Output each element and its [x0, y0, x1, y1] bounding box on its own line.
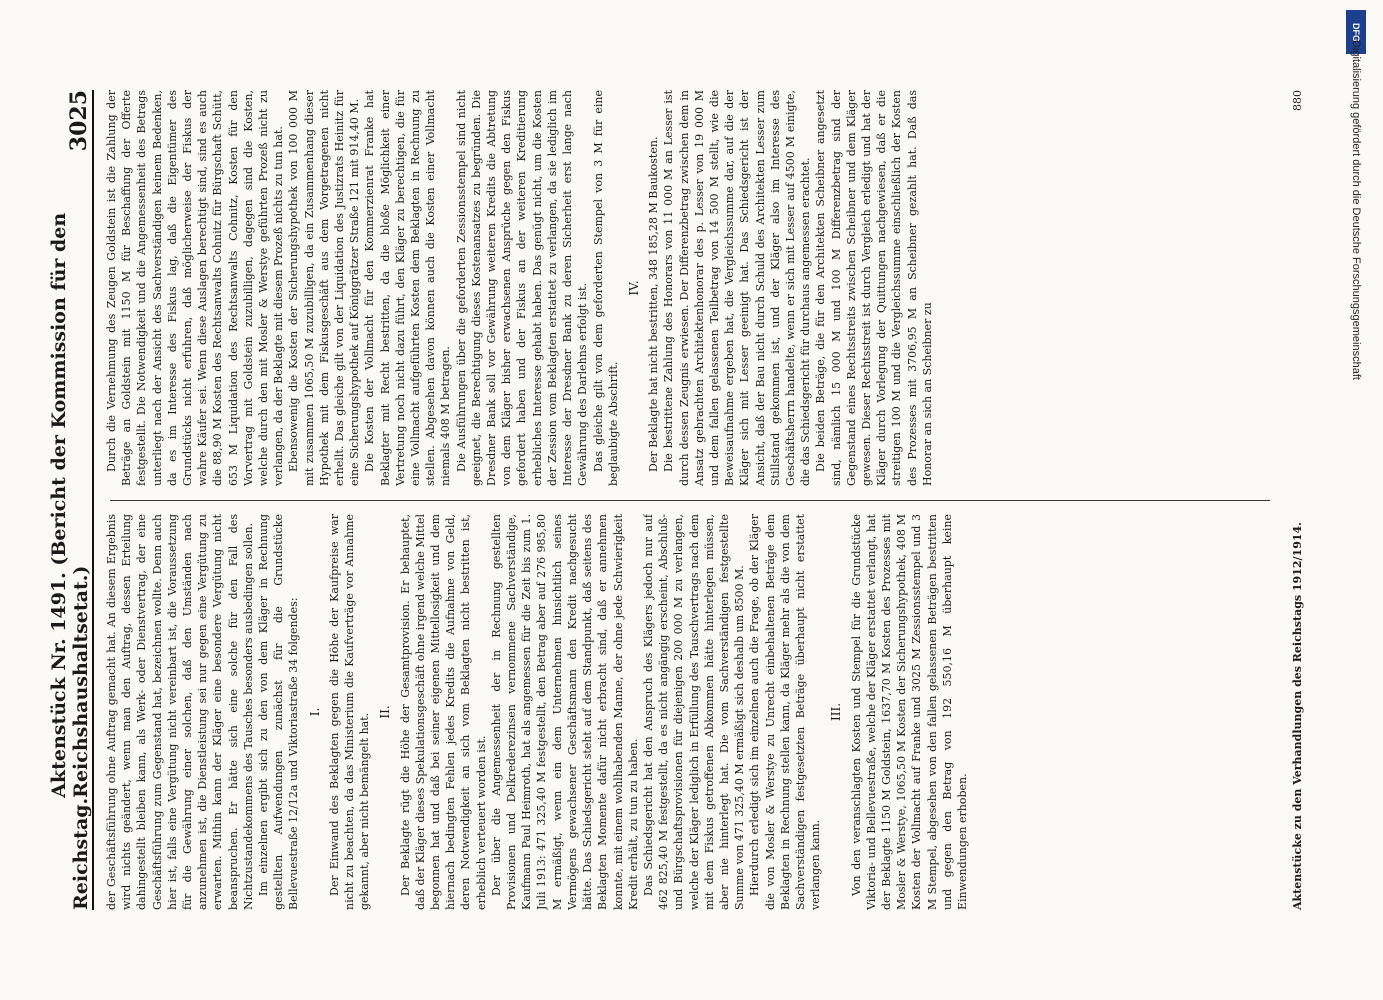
page-number: 3025	[66, 90, 92, 152]
section-heading: IV.	[626, 280, 641, 296]
paragraph: Die Ausführungen über die geforderten Zessionsstempel sind nicht geeignet, die Berechtigung dieses Kostenansatzes zu begründen. Die Dresdner Bank soll vor Gewährung weiteren Kredits die Abtretung von dem Kläger bisher erwachsenen Ansprüche gegen den Fiskus gefordert haben und der Fiskus an der weiteren Kreditierung erhebliches Interesse gehabt haben. Das genügt nicht, um die Kosten der Zession vom Beklagten erstattet zu verlangen, da sie lediglich im Interesse der Dresdner Bank zu deren Sicherheit erst lange nach Gewährung des Darlehns erfolgt ist.	[454, 90, 590, 486]
footer-signature: 880	[1290, 90, 1304, 111]
left-column	[104, 514, 1274, 910]
paragraph: Im einzelnen ergibt sich zu den von dem Kläger in Rechnung gestellten Aufwendungen zunächst für die Grundstücke Bellevuestraße 12/12a und Viktoriastraße 34 folgendes:	[257, 514, 301, 910]
paragraph: Die Kosten der Vollmacht für den Kommerzienrat Franke hat Beklagter mit Recht bestritten, da die bloße Möglichkeit einer Vertretung noch nicht dazu führt, den Kläger zu berechtigen, die für eine Vollmacht aufgeführten Kosten dem Beklagten in Rechnung zu stellen. Abgesehen davon können auch die Kosten einer Vollmacht niemals 408 M betragen.	[363, 90, 453, 486]
paragraph: Der über die Angemessenheit der in Rechnung gestellten Provisionen und Delkrederezinsen vernommene Sachverständige, Kaufmann Paul Heimroth, hat als angemessen für die Zeit bis zum 1. Juli 1913: 471 325,40 M festgestellt, den Betrag aber auf 276 985,80 M ermäßigt, wenn ein dem Unternehmen hinsichtlich seines Vermögens gewachsener Geschäftsmann den Kredit nachgesucht hätte. Das Schiedsgericht steht auf dem Standpunkt, daß seitens des Beklagten Momente dafür nicht erbracht sind, daß er annehmen konnte, mit einem wohlhabenden Manne, der ohne jede Schwierigkeit Kredit erhält, zu tun zu haben.	[489, 514, 640, 910]
footer-series-title: Aktenstücke zu den Verhandlungen des Reichstags 1912/1914.	[1290, 522, 1304, 910]
header-title: Aktenstück Nr. 1491. (Bericht der Kommission für den Reichshaushaltsetat.)	[48, 212, 92, 798]
digitization-note	[1344, 40, 1368, 980]
section-heading: III.	[829, 702, 844, 722]
column-divider	[110, 500, 1270, 501]
paragraph: der Geschäftsführung ohne Auftrag gemacht hat. An diesem Ergebnis wird nichts geändert, wenn man den Auftrag, dessen Erteilung dahingestellt bleiben kann, als Werk- oder Dienstvertrag, der eine Geschäftsführung zum Gegenstand hat, bezeichnen wollte. Denn auch hier ist, falls eine Vergütung nicht vereinbart ist, die Voraussetzung für die Gewährung einer solchen, daß den Umständen nach anzunehmen ist, die Dienstleistung sei nur gegen eine Vergütung zu erwarten. Mithin kann der Kläger eine besondere Vergütung nicht beanspruchen. Er hätte sich eine solche für den Fall des Nichtzustandekommens des Tausches besonders ausbedingen sollen.	[105, 514, 255, 910]
section-heading: I.	[307, 707, 322, 717]
paragraph: Der Einwand des Beklagten gegen die Höhe der Kaufpreise war nicht zu beachten, da das Ministerium die Kaufverträge vor Annahme gekannt, aber nicht bemängelt hat.	[327, 514, 372, 910]
paragraph: Von den veranschlagten Kosten und Stempel für die Grundstücke Viktoria- und Bellevuestraße, welche der Kläger erstattet verlangt, hat der Beklagte 1150 M Goldstein, 1637,70 M Kosten des Prozesses mit Mosler & Werstye, 1065,50 M Kosten der Sicherungshypothek, 408 M Kosten der Vollmacht auf Franke und 3025 M Zessionsstempel und 3 M Stempel, abgesehen von den fallen gelassenen Beträgen bestritten und gegen den Betrag von 192 550,16 M überhaupt keine Einwendungen erhoben.	[849, 514, 969, 910]
paragraph: Die bestrittene Zahlung des Honorars von 11 000 M an Lesser ist durch dessen Zeugnis erwiesen. Der Differenzbetrag zwischen dem in Ansatz gebrachten Architektenhonorar des p. Lesser von 19 000 M und dem fallen gelassenen Teilbetrag von 14 500 M stellt, wie die Beweisaufnahme ergeben hat, die Vergleichssumme dar, auf die der Kläger sich mit Lesser geeinigt hat. Das Schiedsgericht ist der Ansicht, daß der Bau nicht durch Schuld des Architekten Lesser zum Stillstand gekommen ist, und der Kläger also im Interesse des Geschäftsherrn handelte, wenn er sich mit Lesser auf 4500 M einigte, die das Schiedsgericht für durchaus angemessen erachtet.	[662, 90, 813, 486]
dfg-badge-text: DFG	[1351, 22, 1361, 42]
paragraph: Der Beklagte hat nicht bestritten, 348 185,28 M Baukosten.	[647, 136, 661, 472]
paragraph: Der Beklagte rügt die Höhe der Gesamtprovision. Er behauptet, daß der Kläger dieses Spekulationsgeschäft ohne irgend welche Mittel begonnen hat und daß bei seiner eigenen Mittellosigkeit und dem hiernach bedingten Fehlen jedes Kredits die Aufnahme von Geld, deren Notwendigkeit an sich vom Beklagten nicht bestritten ist, erheblich verteuert worden ist.	[398, 514, 488, 910]
page-footer	[1282, 90, 1312, 910]
section-heading: II.	[378, 705, 393, 719]
digitization-note-text: Digitalisierung gefördert durch die Deutsche Forschungsgemeinschaft	[1350, 40, 1362, 380]
paragraph: Ebensowenig die Kosten der Sicherungshypothek von 100 000 M mit zusammen 1065,50 M zuzubilligen, da ein Zusammenhang dieser Hypothek mit dem Fiskusgeschäft aus dem Vorgetragenen nicht erhellt. Das gleiche gilt von der Liquidation des Justizrats Heinitz für eine Sicherungshypothek auf Königgrätzer Straße 121 mit 914,40 M.	[287, 90, 362, 486]
page-header	[48, 90, 94, 910]
paragraph: Das Schiedsgericht hat den Anspruch des Klägers jedoch nur auf 462 825,40 M festgestellt, da es nicht angängig erscheint, Abschluß- und Bürgschaftsprovisionen für diejenigen 200 000 M zu verlangen, welche der Kläger lediglich in Erfüllung des Tauschvertrags nach dem mit dem Fiskus getroffenen Abkommen hätte hinterlegen müssen, aber nie hinterlegt hat. Die vom Sachverständigen festgestellte Summe von 471 325,40 M ermäßigt sich deshalb um 8500 M.	[641, 514, 747, 910]
paragraph: Durch die Vernehmung des Zeugen Goldstein ist die Zahlung der Beträge an Goldstein mit 1150 M für Beschaffung der Offerte festgestellt. Die Notwendigkeit und die Angemessenheit des Betrags unterliegt nach der Ansicht des Sachverständigen keinem Bedenken, da es im Interesse des Fiskus lag, daß die Eigentümer des Grundstücks nicht erfuhren, daß möglicherweise der Fiskus der wahre Käufer sei. Wenn diese Auslagen berechtigt sind, sind es auch die 88,90 M Kosten des Rechtsanwalts Cohnitz für Bürgschaft Schütt, 653 M Liquidation des Rechtsanwalts Cohnitz, Kosten für den Vorvertrag mit Goldstein zuzubilligen, dagegen sind die Kosten, welche durch den mit Mosler & Werstye geführten Prozeß nicht zu verlangen, da der Beklagte mit diesem Prozeß nichts zu tun hat.	[105, 90, 286, 486]
right-column	[104, 90, 1274, 486]
paragraph: Die beiden Beträge, die für den Architekten Scheibner angesetzt sind, nämlich 15 000 M und 100 M Differenzbetrag sind der Gegenstand eines Rechtsstreits zwischen Scheibner und dem Kläger gewesen. Dieser Rechtsstreit ist durch Vergleich erledigt und hat der Kläger durch Vorlegung der Quittungen nachgewiesen, daß er die streitigen 100 M und die Vergleichssumme einschließlich der Kosten des Prozesses mit 3706,95 M an Scheibner gezahlt hat. Daß das Honorar an sich an Scheibner zu	[814, 90, 934, 486]
header-left: Reichstag.	[70, 797, 92, 910]
paragraph: Das gleiche gilt von dem geforderten Stempel von 3 M für eine beglaubigte Abschrift.	[591, 90, 620, 486]
paragraph: Hierdurch erledigt sich im einzelnen auch die Frage, ob der Kläger die von Mosler & Werstye zu Unrecht einbehaltenen Beträge dem Beklagten in Rechnung stellen kann, da Kläger mehr als die von dem Sachverständigen festgesetzten Beträge überhaupt nicht erstattet verlangen kann.	[748, 514, 823, 910]
